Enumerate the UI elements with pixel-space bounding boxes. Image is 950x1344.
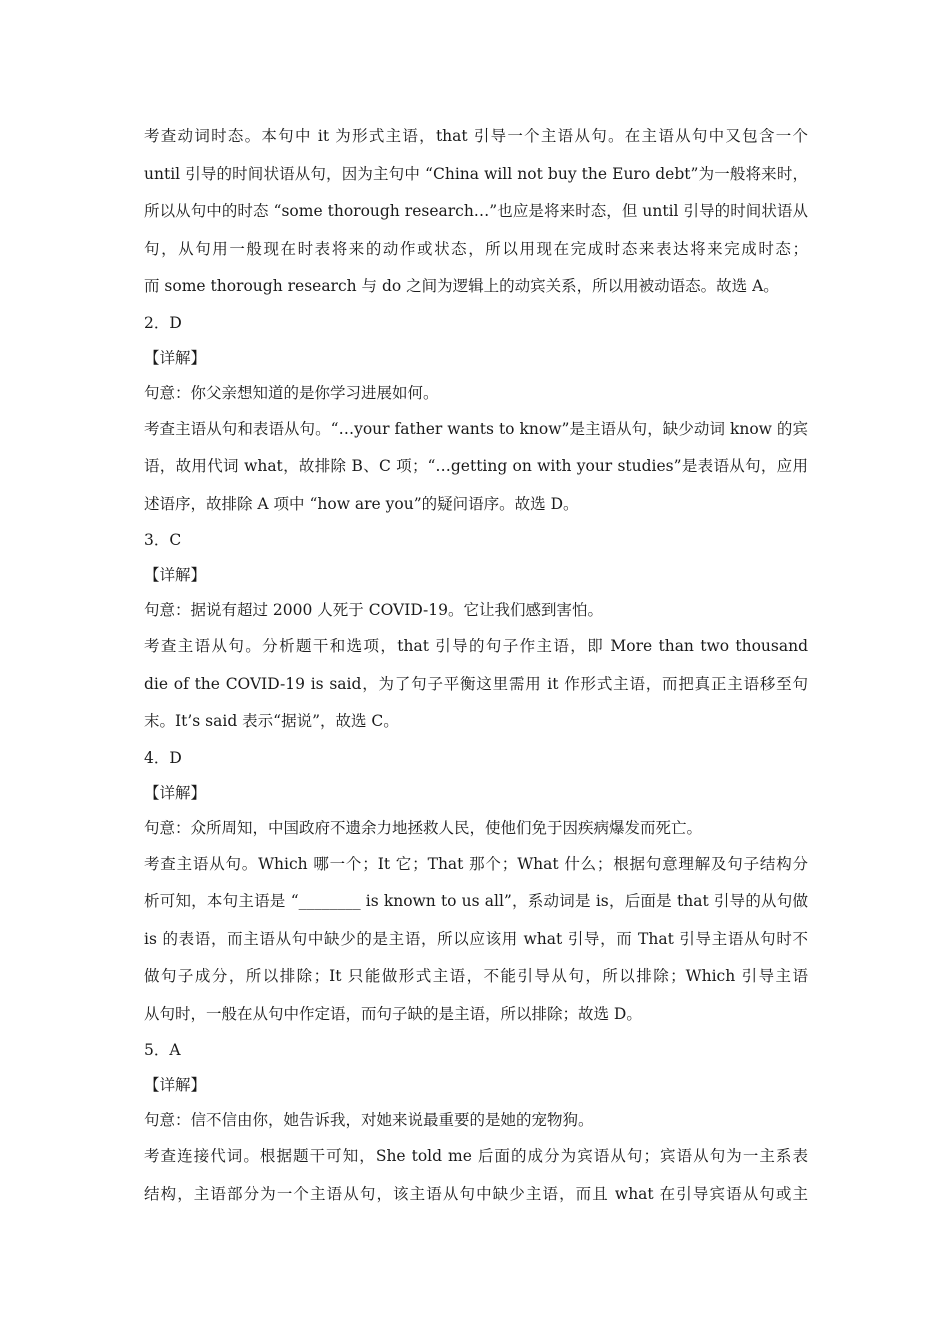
detail-label: 【详解】 [144, 783, 207, 802]
detail-label: 【详解】 [144, 1076, 207, 1094]
answer-label: 4．D [144, 748, 182, 767]
sentence-meaning: 句意：众所周知，中国政府不遗余力地拯救人民，使他们免于因疾病爆发而死亡。 [144, 818, 703, 837]
answer-label: 2．D [144, 313, 182, 332]
analysis-line: 末。It’s said 表示“据说”，故选 C。 [144, 712, 399, 730]
detail-label: 【详解】 [144, 348, 207, 367]
analysis-line: 句，从句用一般现在时表将来的动作或状态，所以用现在完成时态来表达将来完成时态； [144, 239, 808, 258]
q1-analysis [144, 118, 808, 306]
analysis-line: 而 some thorough research 与 do 之间为逻辑上的动宾关系，所以用被动语态。故选 A。 [144, 277, 779, 295]
analysis-line: 从句时，一般在从句中作定语，而句子缺的是主语，所以排除；故选 D。 [144, 1004, 642, 1023]
analysis-line: 考查主语从句。分析题干和选项，that 引导的句子作主语，即 More than two thousand [144, 637, 808, 655]
sentence-meaning: 句意：据说有超过 2000 人死于 COVID-19。它让我们感到害怕。 [144, 601, 604, 619]
detail-label: 【详解】 [144, 566, 207, 584]
analysis-line: 考查连接代词。根据题干可知，She told me 后面的成分为宾语从句；宾语从句为一主系表 [144, 1147, 808, 1165]
q5-block [144, 1033, 808, 1213]
answer-label: 3．C [144, 531, 182, 549]
analysis-line: 做句子成分，所以排除；It 只能做形式主语，不能引导从句，所以排除；Which 引导主语 [144, 967, 808, 985]
analysis-line: 析可知，本句主语是 “________ is known to us all”，系动词是 is，后面是 that 引导的从句做 [144, 892, 808, 910]
analysis-line: 述语序，故排除 A 项中 “how are you”的疑问语序。故选 D。 [144, 494, 579, 513]
answer-label: 5．A [144, 1041, 181, 1059]
analysis-line: 结构，主语部分为一个主语从句，该主语从句中缺少主语，而且 what 在引导宾语从句或主 [144, 1184, 808, 1203]
analysis-line: is 的表语，而主语从句中缺少的是主语，所以应该用 what 引导，而 That 引导主语从句时不 [144, 929, 808, 948]
analysis-line: until 引导的时间状语从句，因为主句中 “China will not buy the Euro debt”为一般将来时， [144, 164, 808, 183]
analysis-line: 语，故用代词 what，故排除 B、C 项；“…getting on with your studies”是表语从句，应用 [144, 457, 808, 475]
analysis-line: 考查主语从句。Which 哪一个；It 它；That 那个；What 什么；根据句意理解及句子结构分 [144, 854, 808, 873]
sentence-meaning: 句意：信不信由你，她告诉我，对她来说最重要的是她的宠物狗。 [144, 1111, 594, 1129]
q2-block [144, 306, 808, 524]
analysis-line: 所以从句中的时态 “some thorough research…”也应是将来时态，但 until 引导的时间状语从 [144, 202, 808, 220]
analysis-line: die of the COVID-19 is said，为了句子平衡这里需用 it 作形式主语，而把真正主语移至句 [144, 674, 808, 693]
document-page [144, 118, 808, 1213]
sentence-meaning: 句意：你父亲想知道的是你学习进展如何。 [144, 383, 439, 402]
q3-block [144, 523, 808, 741]
analysis-line: 考查动词时态。本句中 it 为形式主语，that 引导一个主语从句。在主语从句中又包含一个 [144, 127, 808, 145]
analysis-line: 考查主语从句和表语从句。“…your father wants to know”是主语从句，缺少动词 know 的宾 [144, 419, 808, 438]
q4-block [144, 741, 808, 1034]
